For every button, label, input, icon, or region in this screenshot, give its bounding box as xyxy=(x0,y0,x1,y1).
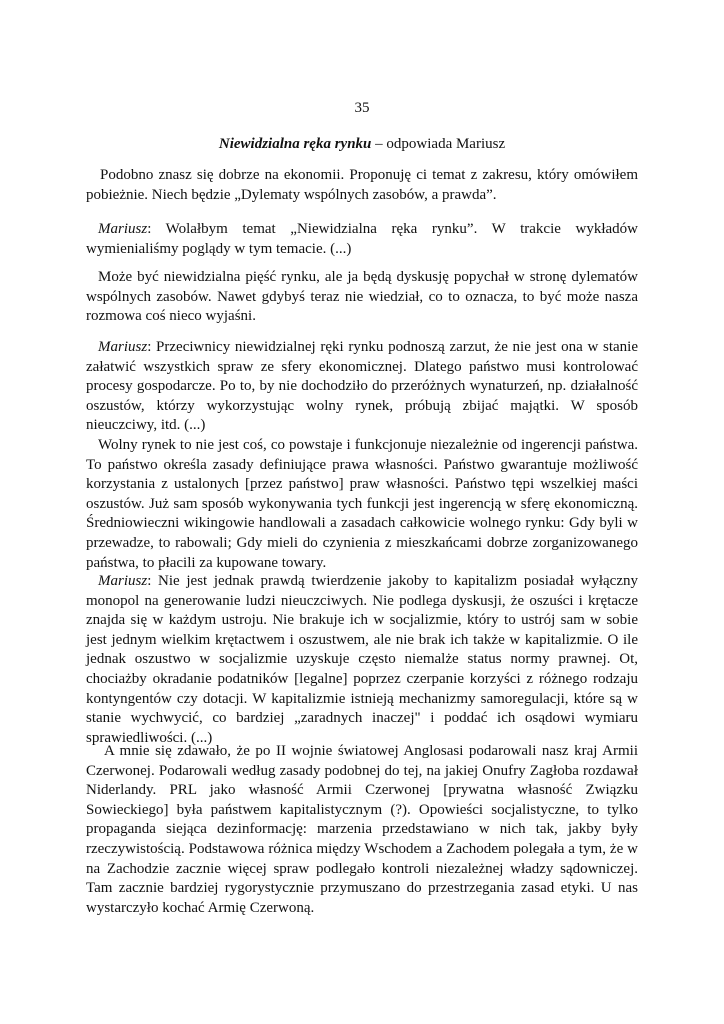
section-title-rest: – odpowiada Mariusz xyxy=(371,136,506,152)
paragraph-text: : Wolałbym temat „Niewidzialna ręka rynku”. W trakcie wykładów wymienialiśmy poglądy w tym temacie. (...) xyxy=(86,221,638,257)
section-title: Niewidzialna ręka rynku xyxy=(218,136,372,152)
paragraph-text: A mnie się zdawało, że po II wojnie światowej Anglosasi podarowali nasz kraj Armii Czerwonej. Podarowali według zasady podobnej do tej, na jakiej Onufry Zagłoba rozdawał Niderlandy. PRL jako własność Armii Czerwonej [prywatna własność Związku Sowieckiego] była państwem kapitalistycznym (?). Opowieści socjalistyczne, to tylko propaganda siejąca dezinformację: marzenia przedstawiano w nich tak, jakby były rzeczywistością. Podstawowa różnica między Wschodem a Zachodem polegała a tym, że w na Zachodzie zacznie więcej spraw podlegało kontroli niezależnej władzy sądowniczej. Tam zacznie bardziej rygorystycznie przymuszano do przestrzegania zasad etyki. U nas wystarczyło kochać Armię Czerwoną. xyxy=(86,743,638,916)
page-number: 35 xyxy=(354,100,370,116)
paragraph-text: : Nie jest jednak prawdą twierdzenie jakoby to kapitalizm posiadał wyłączny monopol na generowanie ludzi nieuczciwych. Nie podlega dyskusji, że oszuści i krętacze znajda się w każdym ustroju. Nie brakuje ich w socjalizmie, który to ustrój sam w sobie jest jednym wielkim krętactwem i oszustwem, ale nie brak ich także w kapitalizmie. O ile jednak oszustwo w socjalizmie uzyskuje często niemalże status normy prawnej. Ot, chociażby okradanie podatników [legalne] poprzez czerpanie korzyści z różnego rodzaju kontyngentów czy dotacji. W kapitalizmie istnieją mechanizmy samoregulacji, które są w stanie wychwycić, co bardziej „zaradnych inaczej" i poddać ich osądowi wymiaru sprawiedliwości. (...) xyxy=(86,573,638,746)
paragraph-text: : Przeciwnicy niewidzialnej ręki rynku podnoszą zarzut, że nie jest ona w stanie załatwić wszystkich spraw ze sfery ekonomicznej. Dlatego państwo musi kontrolować procesy gospodarcze. Po to, by nie dochodziło do przeróżnych wynaturzeń, np. działalność oszustów, którzy wykorzystując wolny rynek, próbują zbijać majątki. W sposób nieuczciwy, itd. (...) xyxy=(86,339,638,434)
paragraph-2 xyxy=(86,220,638,259)
paragraph-1 xyxy=(86,166,638,205)
paragraph-6 xyxy=(86,572,638,748)
speaker-name: Mariusz xyxy=(98,221,148,237)
section-heading xyxy=(86,136,638,153)
paragraph-3 xyxy=(86,268,638,327)
paragraph-4 xyxy=(86,338,638,436)
paragraph-text: Może być niewidzialna pięść rynku, ale ja będą dyskusję popychał w stronę dylematów wspólnych zasobów. Nawet gdybyś teraz nie wiedział, co to oznacza, to być może nasza rozmowa coś nieco wyjaśni. xyxy=(86,269,638,325)
paragraph-text: Wolny rynek to nie jest coś, co powstaje i funkcjonuje niezależnie od ingerencji państwa. To państwo określa zasady definiujące prawa własności. Państwo gwarantuje możliwość korzystania z ustalonych [przez państwo] praw własności. Państwo tępi wszelkiej maści oszustów. Już sam sposób wykonywania tych funkcji jest ingerencją w sferę ekonomiczną. Średniowieczni wikingowie handlowali a zasadach całkowicie wolnego rynku: Gdy byli w przewadze, to rabowali; Gdy mieli do czynienia z mieszkańcami dobrze zorganizowanego państwa, to płacili za kupowane towary. xyxy=(86,437,638,571)
paragraph-5 xyxy=(86,436,638,573)
paragraph-7 xyxy=(86,742,638,918)
speaker-name: Mariusz xyxy=(98,573,148,589)
speaker-name: Mariusz xyxy=(98,339,148,355)
paragraph-text: Podobno znasz się dobrze na ekonomii. Proponuję ci temat z zakresu, który omówiłem pobieżnie. Niech będzie „Dylematy wspólnych zasobów, a prawda”. xyxy=(86,167,638,203)
